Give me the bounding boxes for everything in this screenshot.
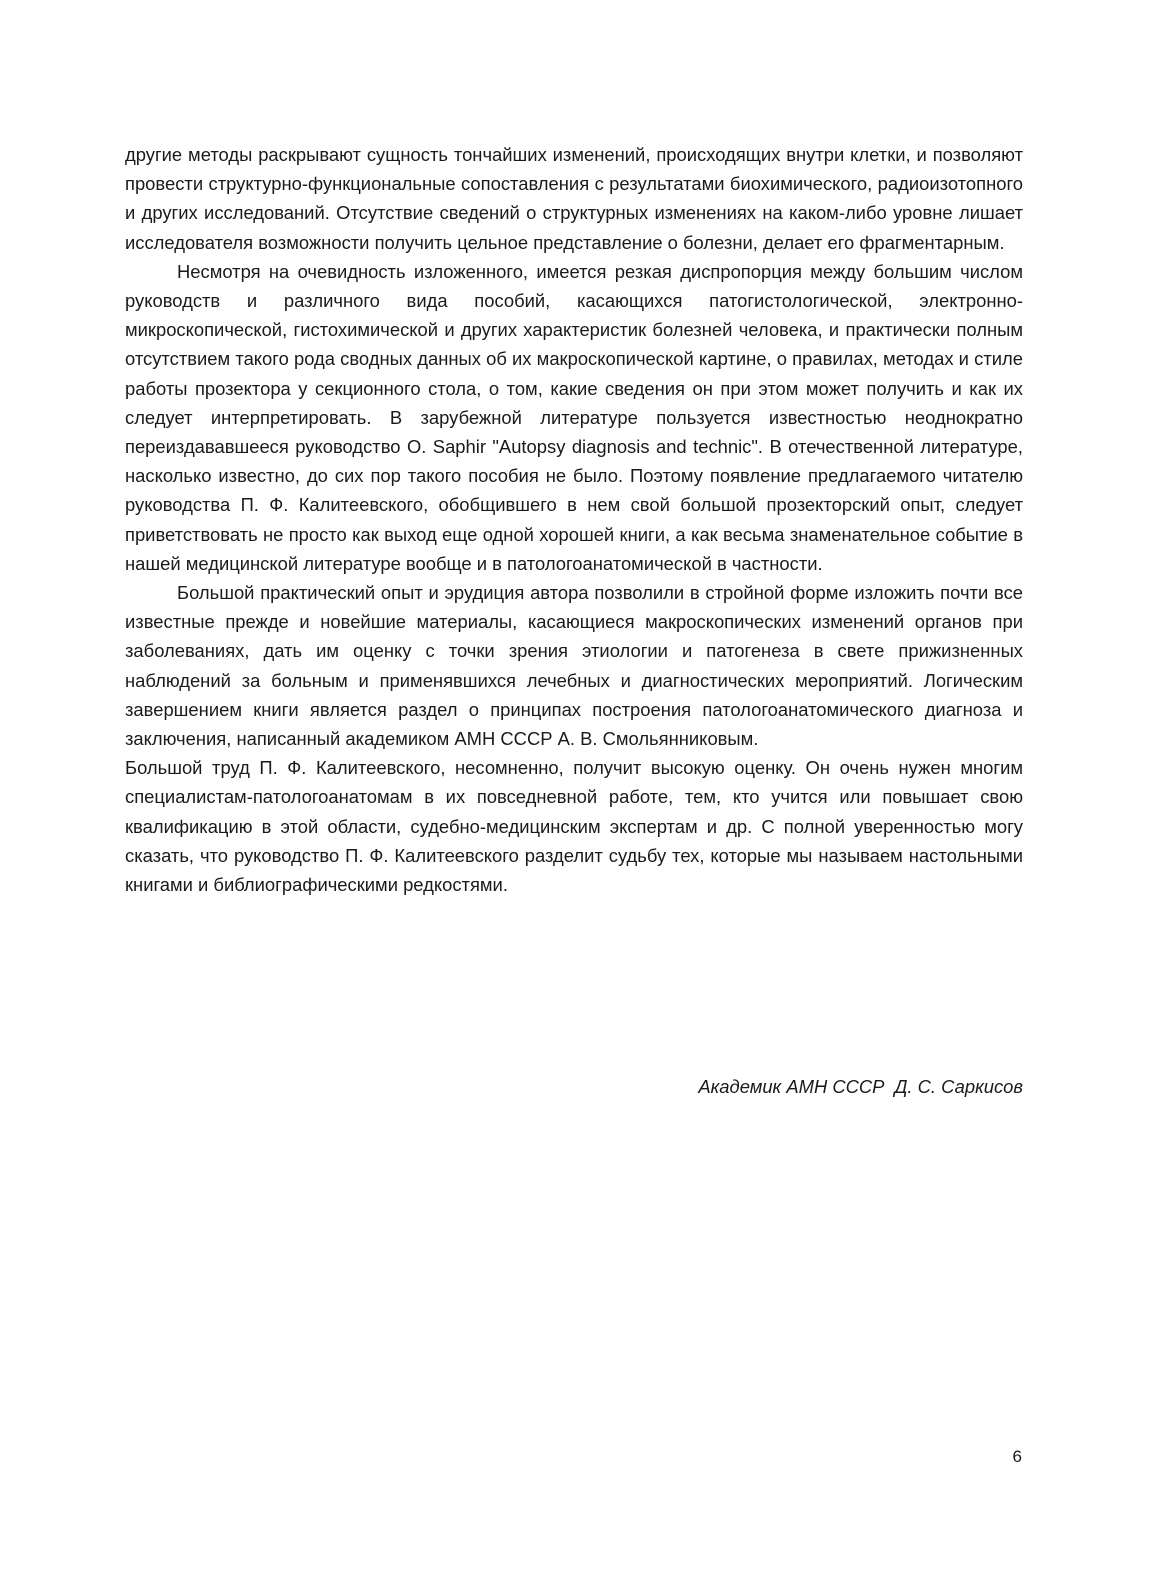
signature-title: Академик АМН СССР [698, 1076, 885, 1097]
signature-name: Д. С. Саркисов [894, 1076, 1023, 1097]
author-signature [698, 1072, 1023, 1101]
body-text [125, 140, 1023, 899]
paragraph-1: другие методы раскрывают сущность тончайших изменений, происходящих внутри клетки, и позволяют провести структурно-функциональные сопоставления с результатами биохимического, радиоизотопного и других исследований. Отсутствие сведений о структурных изменениях на каком-либо уровне лишает исследователя возможности получить цельное представление о болезни, делает его фрагментарным. [125, 144, 1023, 253]
paragraph-3: Большой практический опыт и эрудиция автора позволили в стройной форме изложить почти все известные прежде и новейшие материалы, касающиеся макроскопических изменений органов при заболеваниях, дать им оценку с точки зрения этиологии и патогенеза в свете прижизненных наблюдений за больным и применявшихся лечебных и диагностических мероприятий. Логическим завершением книги является раздел о принципах построения патологоанатомического диагноза и заключения, написанный академиком АМН СССР А. В. Смольянниковым. [125, 582, 1023, 750]
page-number: 6 [1012, 1447, 1022, 1466]
paragraph-4: Большой труд П. Ф. Калитеевского, несомненно, получит высокую оценку. Он очень нужен многим специалистам-патологоанатомам в их повседневной работе, тем, кто учится или повышает свою квалификацию в этой области, судебно-медицинским экспертам и др. С полной уверенностью могу сказать, что руководство П. Ф. Калитеевского разделит судьбу тех, которые мы называем настольными книгами и библиографическими редкостями. [125, 757, 1023, 896]
paragraph-2: Несмотря на очевидность изложенного, имеется резкая диспропорция между большим числом руководств и различного вида пособий, касающихся патогистологической, электронно-микроскопической, гистохимической и других характеристик болезней человека, и практически полным отсутствием такого рода сводных данных об их макроскопической картине, о правилах, методах и стиле работы прозектора у секционного стола, о том, какие сведения он при этом может получить и как их следует интерпретировать. В зарубежной литературе пользуется известностью неоднократно переиздававшееся руководство O. Saphir "Autopsy diagnosis and technic". В отечественной литературе, насколько известно, до сих пор такого пособия не было. Поэтому появление предлагаемого читателю руководства П. Ф. Калитеевского, обобщившего в нем свой большой прозекторский опыт, следует приветствовать не просто как выход еще одной хорошей книги, а как весьма знаменательное событие в нашей медицинской литературе вообще и в патологоанатомической в частности. [125, 260, 1023, 574]
